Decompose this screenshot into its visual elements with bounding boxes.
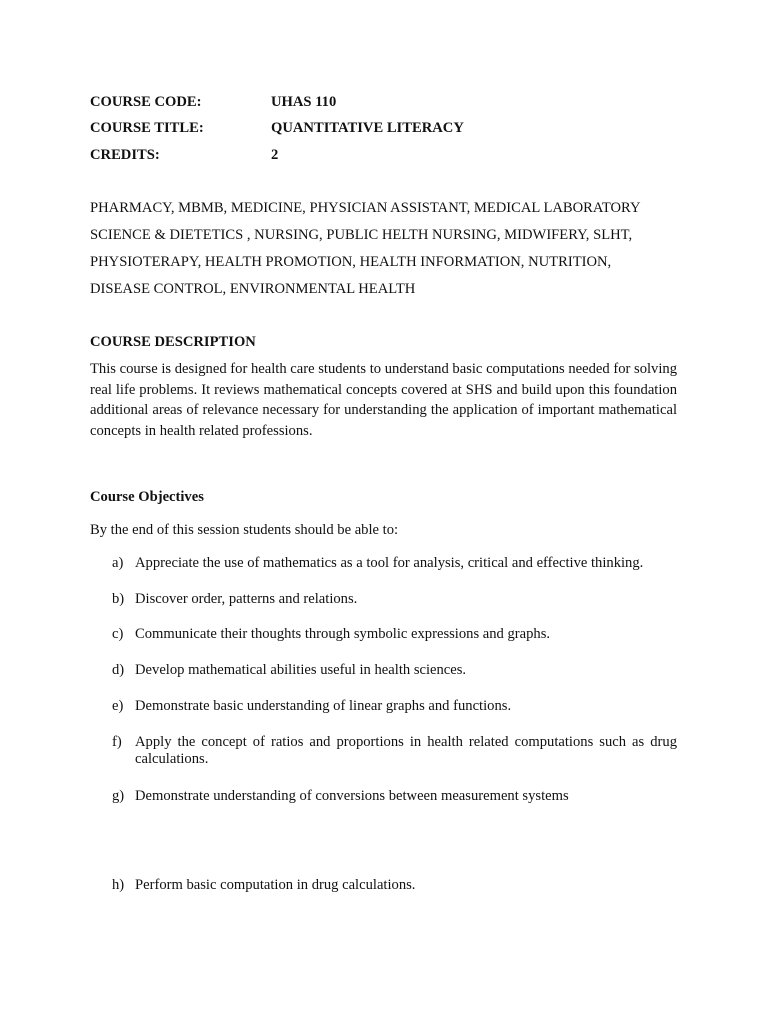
objective-text: Demonstrate understanding of conversions between measurement systems — [135, 788, 569, 804]
course-objectives-heading: Course Objectives — [90, 489, 204, 505]
course-description-heading: COURSE DESCRIPTION — [90, 334, 256, 350]
course-title-label: COURSE TITLE: — [90, 120, 204, 136]
objective-letter: e) — [112, 698, 124, 714]
objective-text: Appreciate the use of mathematics as a tool for analysis, critical and effective thinking. — [135, 555, 644, 571]
programmes-line: DISEASE CONTROL, ENVIRONMENTAL HEALTH — [90, 281, 416, 297]
credits-label: CREDITS: — [90, 147, 160, 163]
objective-text: Apply the concept of ratios and proportions in health related computations such as drug calculations. — [135, 734, 677, 767]
objective-letter: b) — [112, 591, 125, 607]
programmes-line: PHYSIOTERAPY, HEALTH PROMOTION, HEALTH INFORMATION, NUTRITION, — [90, 254, 612, 270]
course-description-text: This course is designed for health care students to understand basic computations needed for solving real life problems. It reviews mathematical concepts covered at SHS and build upon this foundation additional areas of relevance necessary for understanding the application of important mathematical concepts in health related professions. — [90, 361, 677, 439]
objective-letter: c) — [112, 626, 124, 642]
objective-letter: h) — [112, 877, 125, 893]
course-code-value: UHAS 110 — [271, 94, 337, 110]
objective-text: Demonstrate basic understanding of linear graphs and functions. — [135, 698, 512, 714]
objectives-intro: By the end of this session students should be able to: — [90, 522, 399, 538]
course-code-label: COURSE CODE: — [90, 94, 202, 110]
programmes-line: SCIENCE & DIETETICS , NURSING, PUBLIC HELTH NURSING, MIDWIFERY, SLHT, — [90, 227, 633, 243]
objective-text: Discover order, patterns and relations. — [135, 591, 358, 607]
objective-letter: g) — [112, 788, 125, 804]
objective-text: Develop mathematical abilities useful in health sciences. — [135, 662, 467, 678]
credits-value: 2 — [271, 147, 279, 163]
objective-letter: d) — [112, 662, 125, 678]
course-title-value: QUANTITATIVE LITERACY — [271, 120, 464, 136]
objective-letter: f) — [112, 734, 122, 750]
programmes-list — [90, 195, 690, 303]
objective-text: Communicate their thoughts through symbolic expressions and graphs. — [135, 626, 551, 642]
programmes-line: PHARMACY, MBMB, MEDICINE, PHYSICIAN ASSISTANT, MEDICAL LABORATORY — [90, 200, 641, 216]
objective-letter: a) — [112, 555, 124, 571]
objective-text: Perform basic computation in drug calculations. — [135, 877, 416, 893]
